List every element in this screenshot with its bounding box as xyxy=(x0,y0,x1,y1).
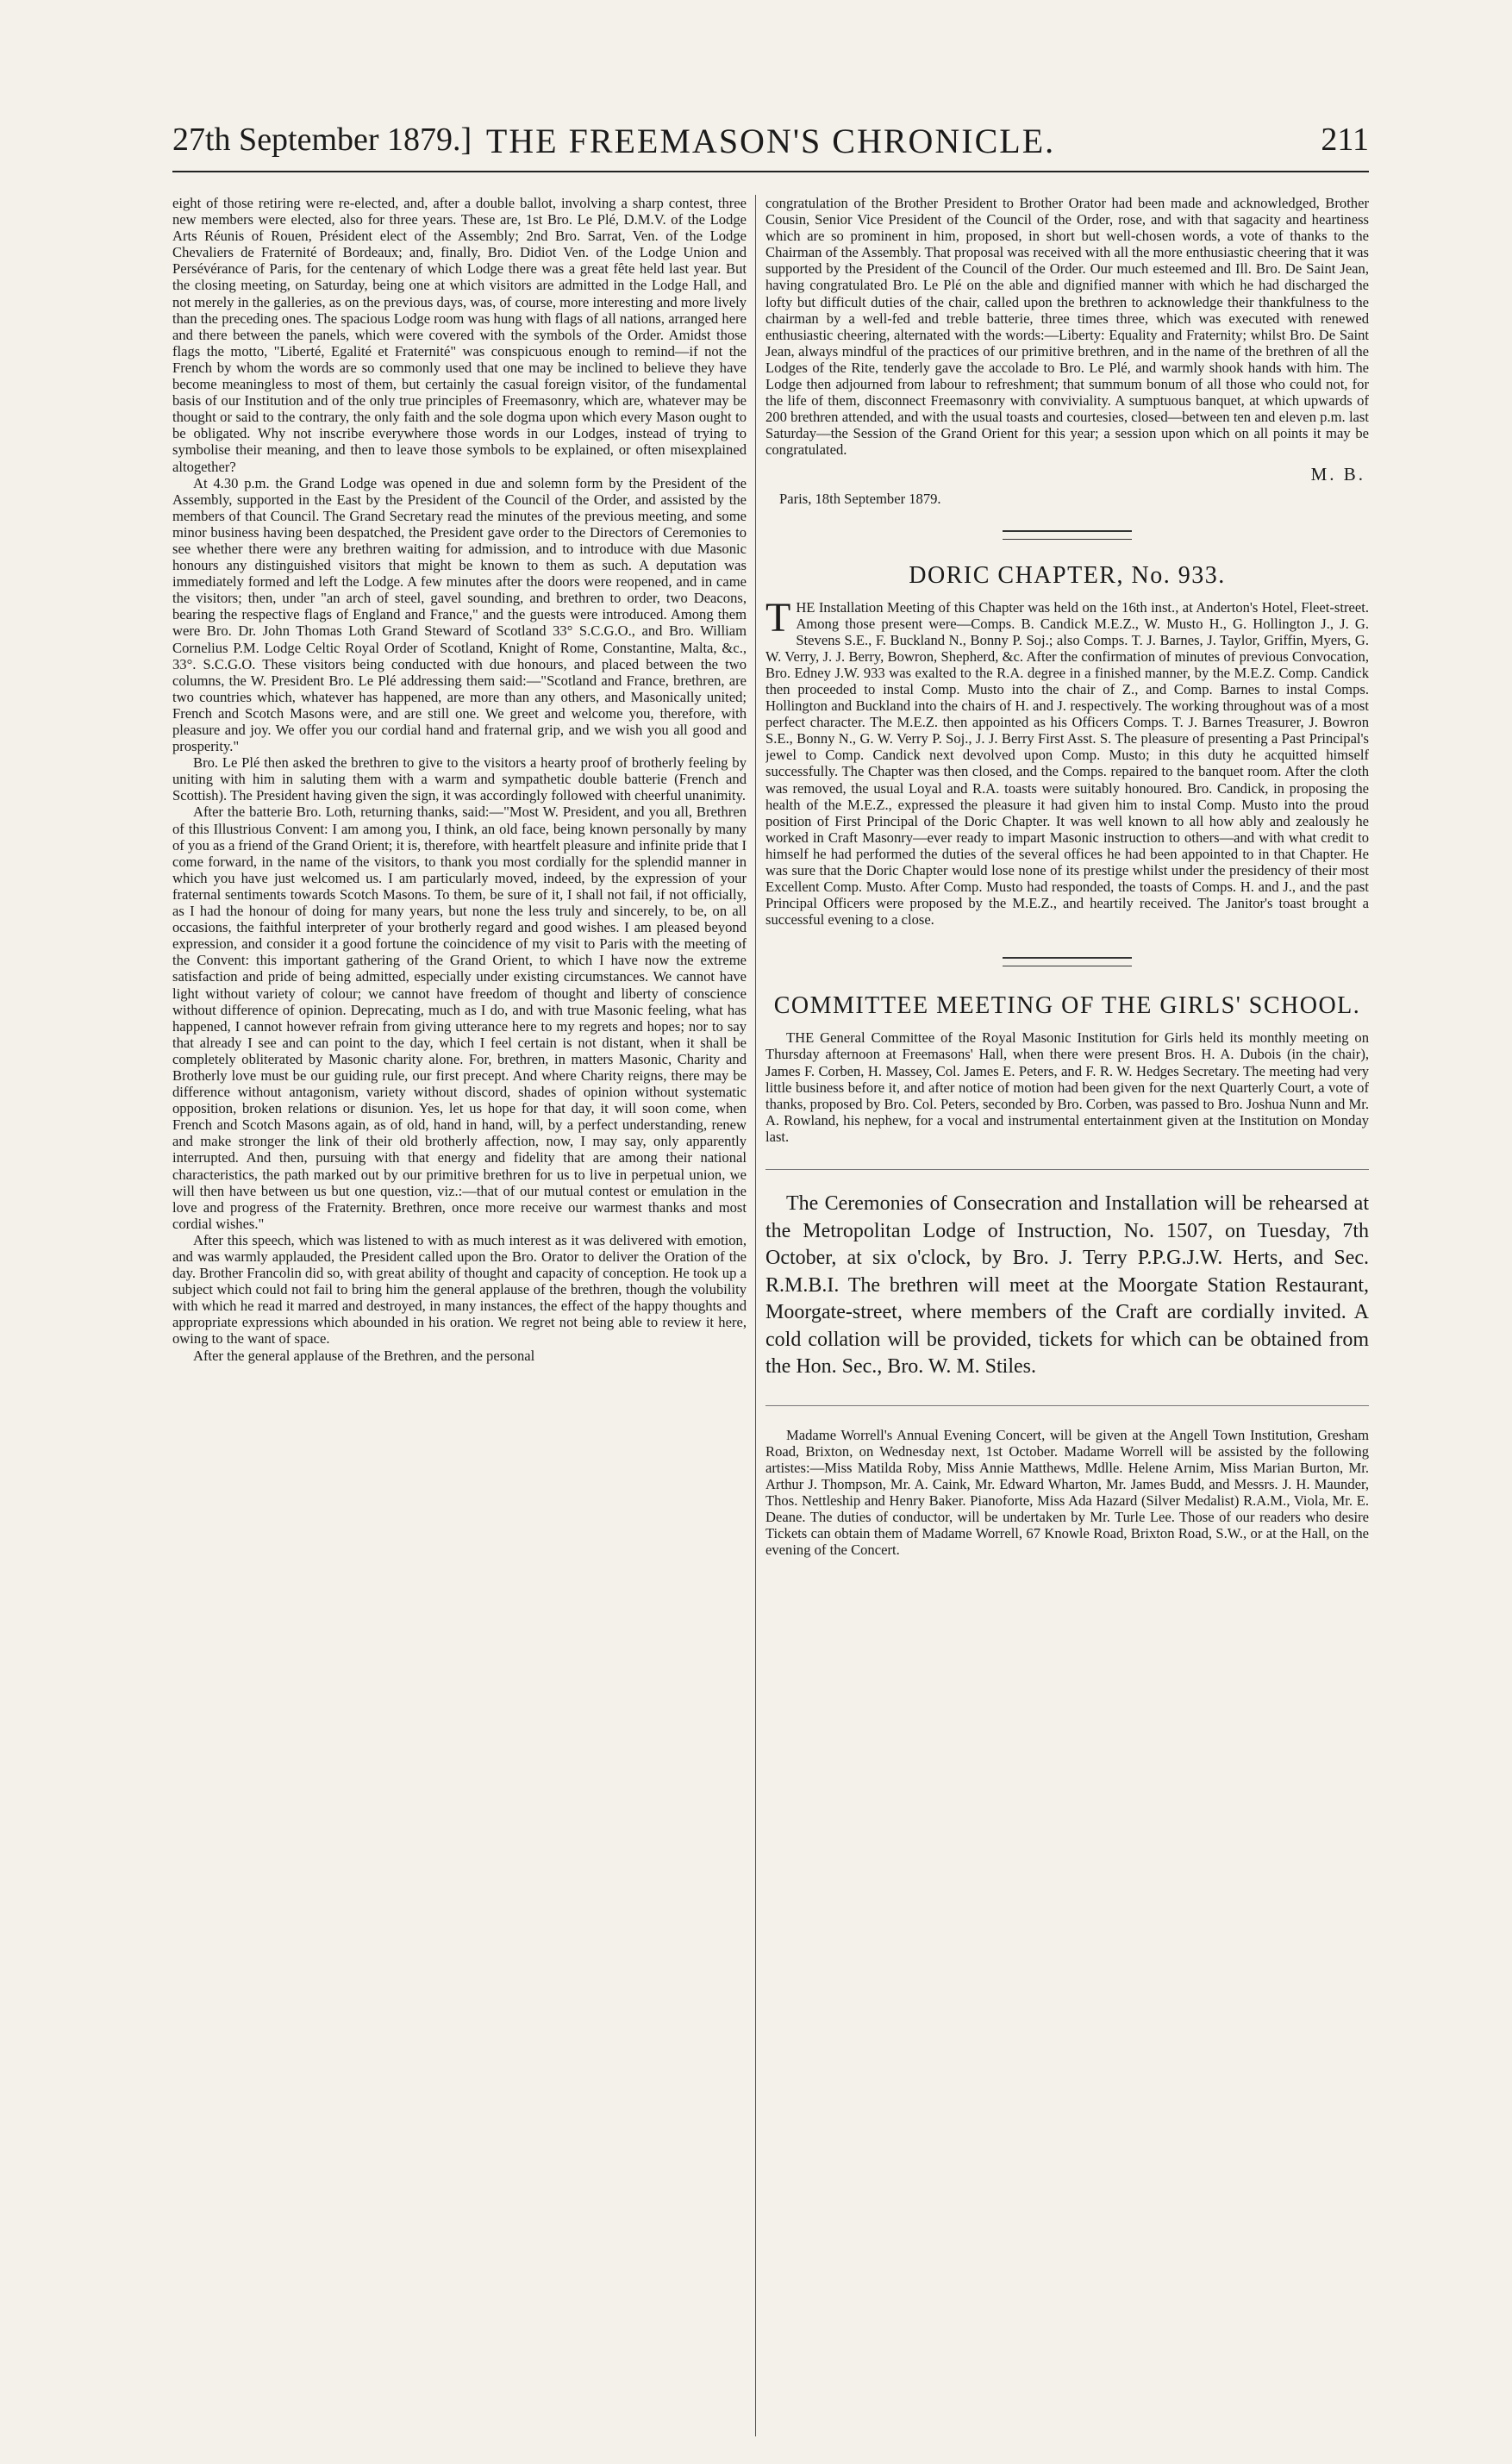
article-paragraph-6: After the general applause of the Brethren, and the personal xyxy=(193,1347,535,1364)
consecration-notice: The Ceremonies of Consecration and Installation will be rehearsed at the Metropolitan Lodge of Instruction, No. 1507, on Tuesday, 7th October, at six o'clock, by Bro. J. Terry P.P.G.J.W. Herts, and Sec. R.M.B.I. The brethren will meet at the Moorgate Station Restaurant, Moorgate-street, where members of the Craft are cordially invited. A cold collation will be provided, tickets for which can be obtained from the Hon. Sec., Bro. W. M. Stiles. xyxy=(765,1192,1369,1379)
publication-title: THE FREEMASON'S CHRONICLE. xyxy=(485,122,1056,160)
left-column xyxy=(172,195,747,2436)
doric-chapter-report xyxy=(765,594,1369,929)
girls-school-report: THE General Committee of the Royal Masonic Institution for Girls held its monthly meeting on Thursday afternoon at Freemasons' Hall, when there were present Bros. H. A. Dubois (in the chair), James F. Corben, H. Massey, Col. James E. Peters, and F. R. W. Hedges Secretary. The meeting had very little business before it, and after notice of motion had been given for the next Quarterly Court, a vote of thanks, proposed by Bro. Col. Peters, seconded by Bro. Corben, was passed to Bro. Joshua Nunn and Mr. A. Rowland, his nephew, for a vocal and instrumental entertainment given at the Institution on Monday last. xyxy=(765,1029,1369,1145)
article-paragraph-3: Bro. Le Plé then asked the brethren to give to the visitors a hearty proof of brotherly feeling by uniting with him in saluting them with a warm and sympathetic double batterie (French and Scottish). The President having given the sign, it was accordingly followed with cheerful unanimity. xyxy=(172,754,747,804)
article-paragraph-1: eight of those retiring were re-elected, and, after a double ballot, involving a sharp contest, three new members were elected, also for three years. These are, 1st Bro. Le Plé, D.M.V. of the Lodge Arts Réunis of Rouen, Président elect of the Assembly; 2nd Bro. Sarrat, Ven. of the Lodge Chevaliers de Fraternité of Bordeaux; and, finally, Bro. Didiot Ven. of the Lodge Union and Persévérance of Paris, for the centenary of which Lodge there was a great fête held last year. But the closing meeting, on Saturday, being one at which visitors are admitted in the Lodge Hall, and not merely in the galleries, as on the previous days, was, of course, more interesting and more lively than the preceding ones. The spacious Lodge room was hung with flags of all nations, arranged here and there between the panels, which were covered with the symbols of the Order. Amidst those flags the motto, "Liberté, Egalité et Fraternité" was conspicuous enough to remind—if not the French by whom the words are so commonly used that one may be inclined to believe they have become meaningless to most of them, but certainly the casual foreign visitor, of the fundamental basis of our Institution and of the only true principles of Freemasonry, which are, whatever may be thought or said to the contrary, the only faith and the sole dogma upon which every Mason ought to be obligated. Why not inscribe everywhere those words in our Lodges, instead of trying to symbolise their meaning, and then to leave those symbols to be explained, or often misexplained altogether? xyxy=(172,195,747,475)
consecration-notice-block xyxy=(765,1191,1369,1381)
section-ornament xyxy=(1003,530,1132,540)
article-dateline: Paris, 18th September 1879. xyxy=(779,490,941,507)
article-signature: M. B. xyxy=(1310,463,1365,485)
issue-date: 27th September 1879.] xyxy=(172,122,472,158)
doric-chapter-heading: DORIC CHAPTER, No. 933. xyxy=(909,561,1226,589)
doric-chapter-text: HE Installation Meeting of this Chapter was held on the 16th inst., at Anderton's Hotel, Fleet-street. Among those present were—Comps. B. Candick M.E.Z., W. Musto H., G. Hollington J., J. G. Stevens S.E., F. Buckland N., Bonny P. Soj.; also Comps. T. J. Barnes, J. Taylor, Griffin, Myers, G. W. Verry, J. J. Berry, Bowron, Shepherd, &c. After the confirmation of minutes of previous Convocation, Bro. Edney J.W. 933 was exalted to the R.A. degree in a finished manner, by the M.E.Z. Comp. Candick then proceeded to instal Comp. Musto into the chair of Z., and Comp. Barnes to instal Comps. Hollington and Buckland into the chairs of H. and J. respectively. The working throughout was of a most perfect character. The M.E.Z. then appointed as his Officers Comps. T. J. Barnes Treasurer, J. Bowron S.E., Bonny N., G. W. Verry P. Soj., J. J. Berry First Asst. S. The pleasure of presenting a Past Principal's jewel to Comp. Candick next devolved upon Comp. Musto; in this duty he acquitted himself successfully. The Chapter was then closed, and the Comps. repaired to the banquet room. After the cloth was removed, the usual Loyal and R.A. toasts were suitably honoured. Bro. Candick, in proposing the health of the M.E.Z., expressed the pleasure it had given him to instal Comp. Musto into the proud position of First Principal of the Doric Chapter. It was well known to all how ably and zealously he worked in Craft Masonry—ever ready to impart Masonic instruction to others—and with what credit to himself he had performed the duties of the several offices he had been appointed to in that Chapter. He was sure that the Doric Chapter would lose none of its prestige whilst under the presidency of their most Excellent Comp. Musto. After Comp. Musto had responded, the toasts of Comps. H. and J., and the past Principal Officers were proposed by the M.E.Z., and heartily received. The Janitor's toast brought a successful evening to a close. xyxy=(765,598,1369,929)
article-paragraph-5: After this speech, which was listened to with as much interest as it was delivered with emotion, and was warmly applauded, the President called upon the Bro. Orator to deliver the Oration of the day. Brother Francolin did so, with great ability of thought and capacity of conception. He took up a subject which could not fail to bring him the general applause of the brethren, though the volubility with which he read it marred and destroyed, in many instances, the effect of the happy thoughts and appropriate expressions which abounded in his oration. We regret not being able to review it here, owing to the want of space. xyxy=(172,1231,747,1348)
section-ornament xyxy=(1003,957,1132,966)
article-continuation: congratulation of the Brother President to Brother Orator had been made and acknowledged, Brother Cousin, Senior Vice President of the Council of the Order, rose, and with that sagacity and heartiness which are so prominent in him, proposed, in short but well-chosen words, a vote of thanks to the Chairman of the Assembly. That proposal was received with all the more enthusiastic cheering that it was supported by the President of the Council of the Order. Our much esteemed and Ill. Bro. De Saint Jean, having congratulated Bro. Le Plé on the able and dignified manner with which he had discharged the lofty but difficult duties of the chair, called upon the brethren to acknowledge their thankfulness to the chairman by a well-fed and treble batterie, three times three, which was executed with renewed enthusiastic cheering, alternated with the words:—Liberty: Equality and Fraternity; whilst Bro. De Saint Jean, always mindful of the practices of our primitive brethren, and in the name of the brethren of all the Lodges of the Rite, tenderly gave the accolade to Bro. Le Plé, and warmly shook hands with him. The Lodge then adjourned from labour to refreshment; that summum bonum of all those who could not, for the life of them, disconnect Freemasonry with conviviality. A sumptuous banquet, at which upwards of 200 brethren attended, and with the usual toasts and courtesies, closed—between ten and eleven p.m. last Saturday—the Session of the Grand Orient for this year; a session upon which on all points it may be congratulated. xyxy=(765,195,1369,459)
section-rule xyxy=(765,1405,1369,1406)
article-paragraph-4: After the batterie Bro. Loth, returning thanks, said:—"Most W. President, and you all, Brethren of this Illustrious Convent: I am among you, I think, an old face, being known personally by many of you as a friend of the Grand Orient; it is, therefore, with heartfelt pleasure and infinite pride that I come forward, in the name of the visitors, to thank you most cordially for the splendid manner in which you have just welcomed us. I am particularly moved, indeed, by the expression of your fraternal sentiments towards Scotch Masons. To them, be sure of it, I shall not fail, if not officially, as I had the honour of doing for many years, but none the less truly and sincerely, to be, on all occasions, the faithful interpreter of your brotherly regard and good wishes. I am pleased beyond expression, and consider it a good fortune the coincidence of my visit to Paris with the meeting of the Convent: this important gathering of the Grand Orient, to which I have now the extreme satisfaction and pride of being admitted, especially under existing circumstances. We cannot have light without variety of colour; we cannot have freedom of thought and liberty of conscience without difference of opinion. Deprecating, much as I do, and with true Masonic feeling, what has happened, I cannot however refrain from giving utterance here to my regrets and hopes; nor to say that already I see and can point to the day, which I feel certain is not distant, when it shall be completely obliterated by Masonic charity alone. For, brethren, in matters Masonic, Charity and Brotherly love must be our guiding rule, our first precept. And where Charity reigns, there may be difference without antagonism, variety without discord, shades of opinion without systematic opposition, broken relations or disunion. Yes, let us hope for that day, it will soon come, when French and Scotch Masons again, as of old, hand in hand, will, by a perfect understanding, renew and make stronger the link of their old brotherly affection, now, I may say, only apparently interrupted. And then, pursuing with that energy and fidelity that are among their national characteristics, the path marked out by our primitive brethren for us to live in perpetual union, we will then have between us but one question, viz.:—that of our mutual contest or emulation in the love and progress of the Fraternity. Brethren, once more receive our warmest thanks and most cordial wishes." xyxy=(172,804,747,1232)
page-header xyxy=(172,119,1369,172)
girls-school-heading: COMMITTEE MEETING OF THE GIRLS' SCHOOL. xyxy=(773,992,1361,1020)
right-column xyxy=(765,195,1369,2436)
section-rule xyxy=(765,1169,1369,1170)
concert-notice: Madame Worrell's Annual Evening Concert, will be given at the Angell Town Institution, Gresham Road, Brixton, on Wednesday next, 1st October. Madame Worrell will be assisted by the following artistes:—Miss Matilda Roby, Miss Annie Matthews, Mdlle. Helene Arnim, Miss Marian Burton, Mr. Arthur J. Thompson, Mr. A. Caink, Mr. Edward Wharton, Mr. James Budd, and Messrs. J. H. Maunder, Thos. Nettleship and Henry Baker. Pianoforte, Miss Ada Hazard (Silver Medalist) R.A.M., Viola, Mr. E. Deane. The duties of conductor, will be undertaken by Mr. Turle Lee. Those of our readers who desire Tickets can obtain them of Madame Worrell, 67 Knowle Road, Brixton Road, S.W., or at the Hall, on the evening of the Concert. xyxy=(765,1426,1369,1559)
column-divider xyxy=(755,195,756,2436)
article-paragraph-2: At 4.30 p.m. the Grand Lodge was opened in due and solemn form by the President of the Assembly, supported in the East by the President of the Council of the Order, and assisted by the members of that Council. The Grand Secretary read the minutes of the previous meeting, and some minor business having been despatched, the President gave order to the Directors of Ceremonies to see whether there were any brethren waiting for admission, and to introduce with due Masonic honours any distinguished visitors that might be known to them as such. A deputation was immediately formed and left the Lodge. A few minutes after the doors were reopened, and in came the visitors; then, under "an arch of steel, gavel sounding, and brethren to order, two Deacons, bearing the respective flags of England and France," and the guests were introduced. Among them were Bro. Dr. John Thomas Loth Grand Steward of Scotland 33° S.C.G.O., and Bro. William Cornelius P.M. Lodge Celtic Royal Order of Scotland, Knight of Rome, Constantine, Malta, &c., 33°. S.C.G.O. These visitors being conducted with due honours, and placed between the two columns, the W. President Bro. Le Plé addressing them said:—"Scotland and France, brethren, are two countries which, whatever has happened, are more than any others, and Masonically united; French and Scotch Masons were, and are still one. We greet and welcome you, therefore, with pleasure and joy. We offer you our cordial hand and fraternal grip, and we wish you all good and prosperity." xyxy=(172,474,747,755)
drop-cap: T xyxy=(765,594,791,641)
page-number: 211 xyxy=(1321,122,1369,158)
